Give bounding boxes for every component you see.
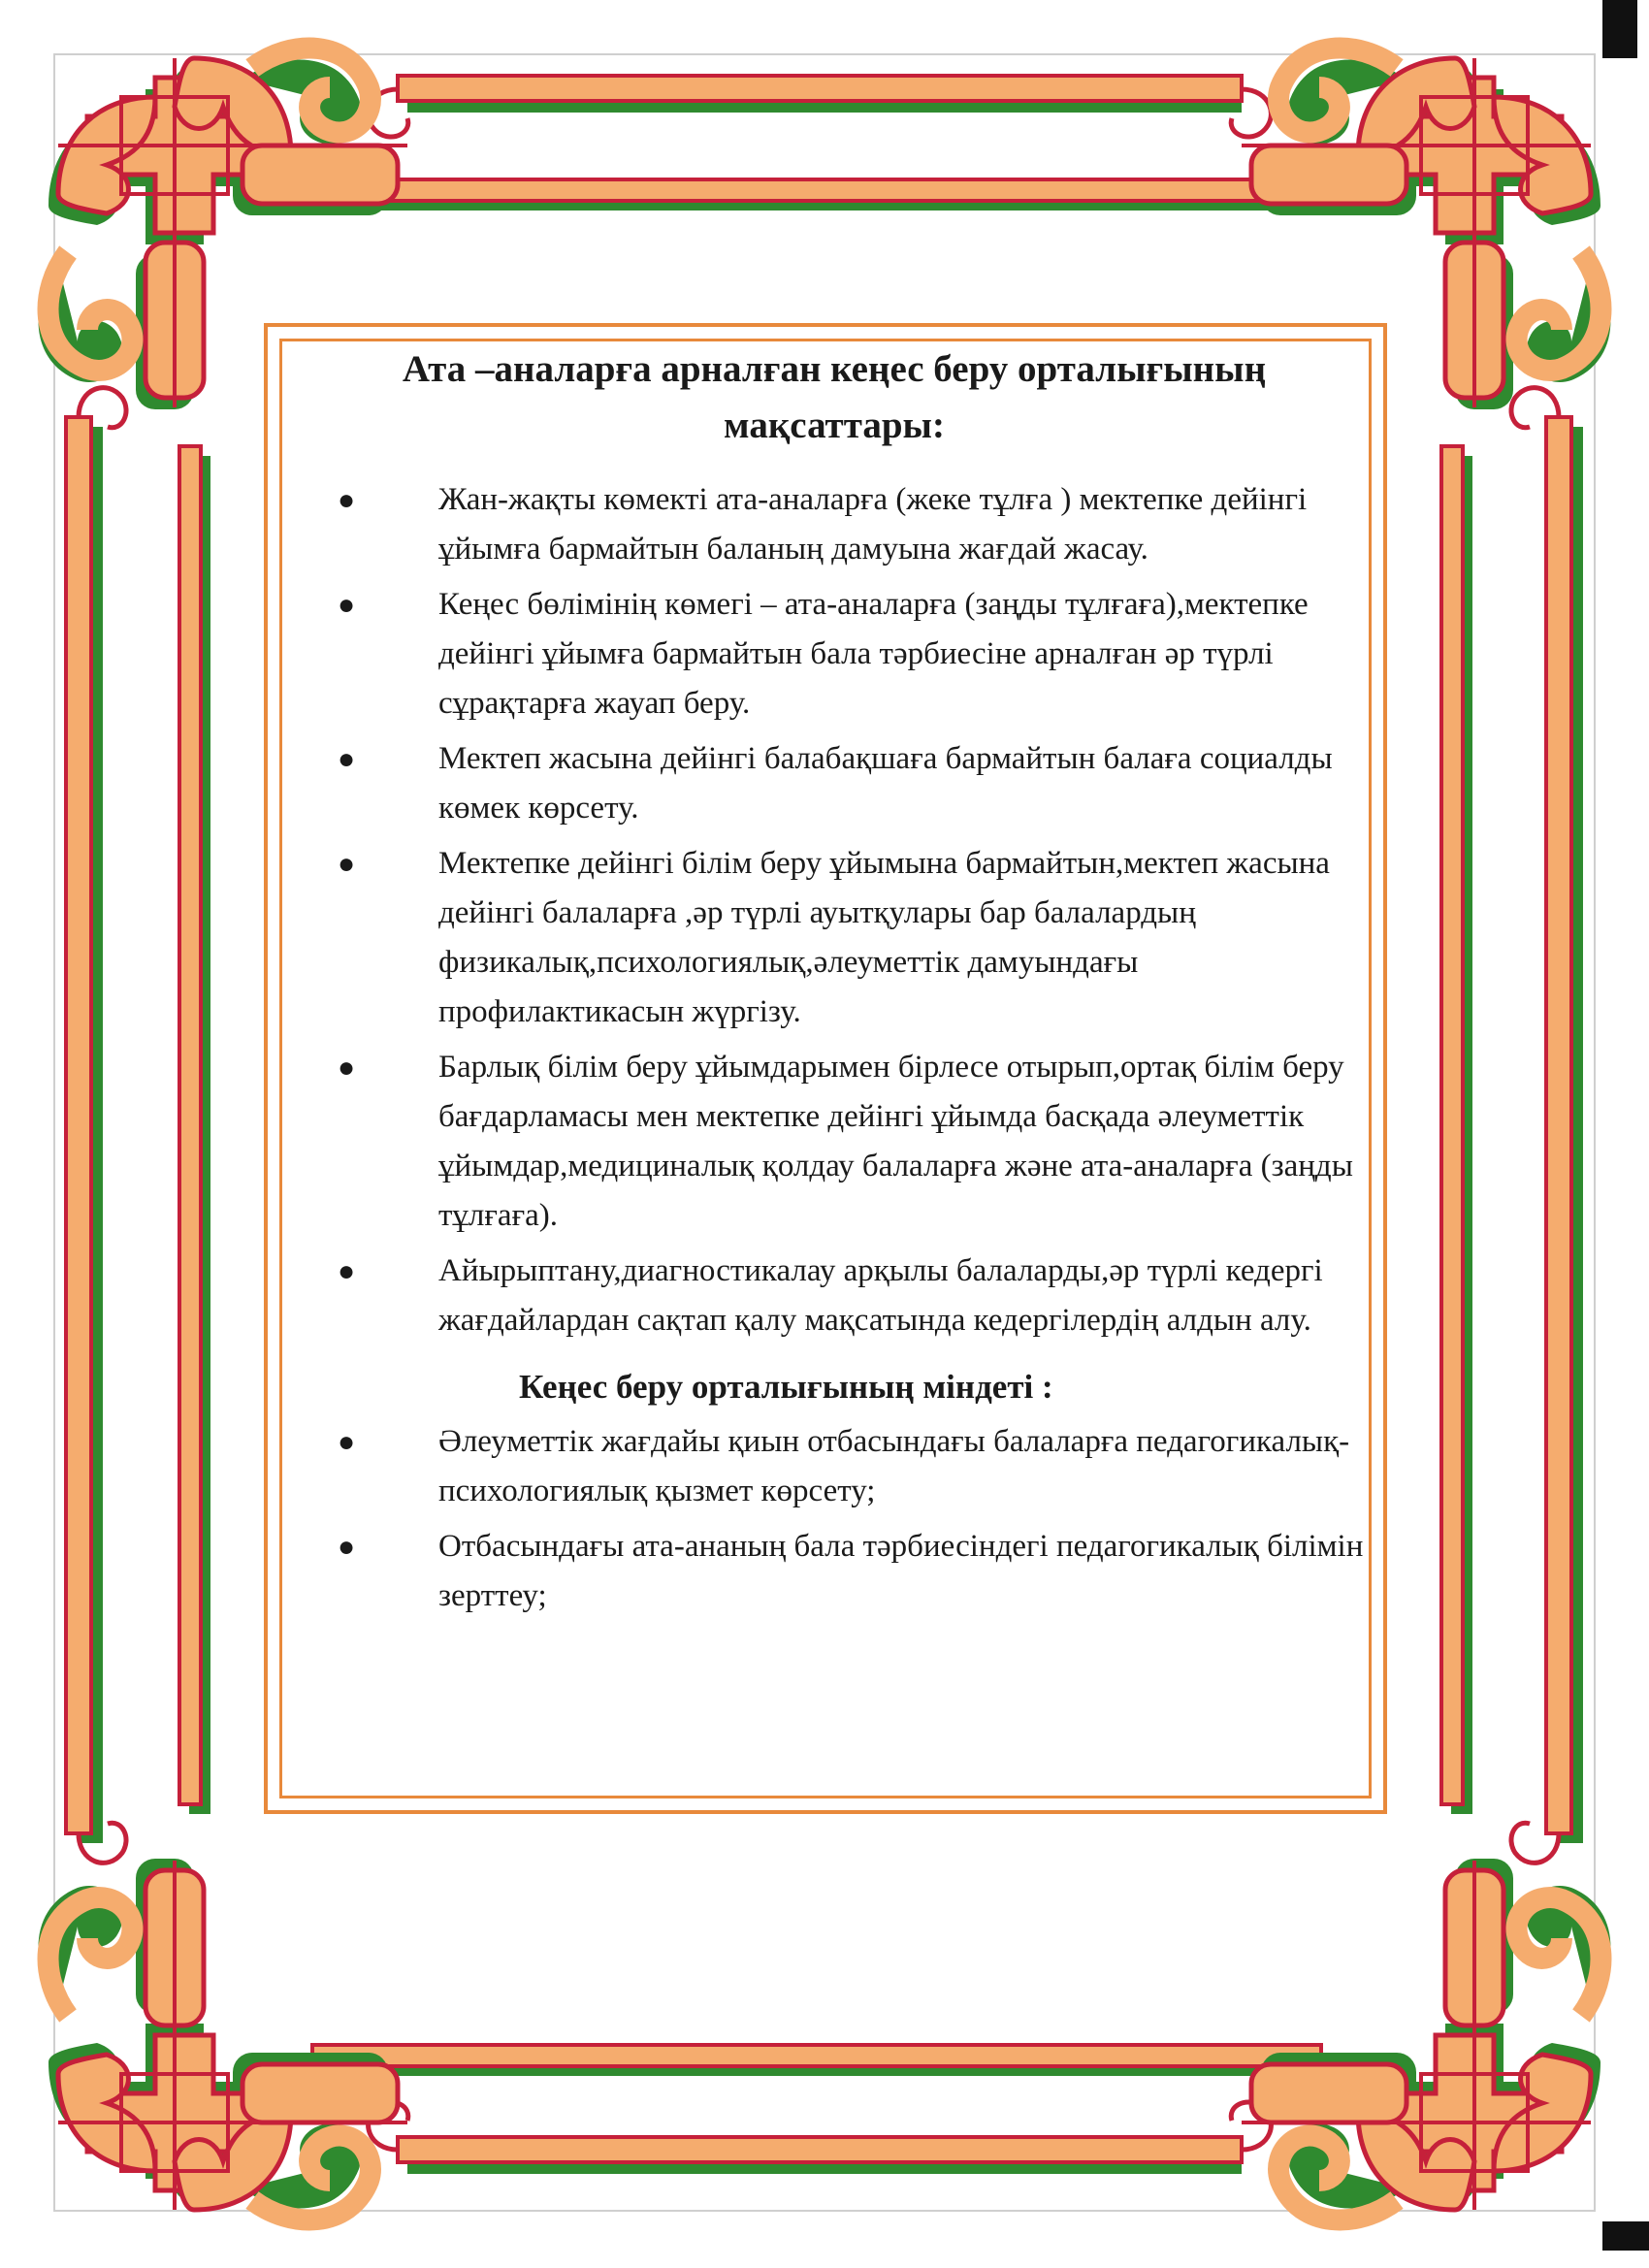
list-item <box>291 475 1377 574</box>
goal-text: Мектеп жасына дейінгі балабақшаға бармайтын балаға социалды көмек көрсету. <box>438 741 1333 826</box>
list-item <box>291 1043 1377 1241</box>
list-item <box>291 580 1377 729</box>
bullet-icon: ● <box>338 743 356 775</box>
document-title: Ата –аналарға арналған кеңес беру орталығының мақсаттары: <box>402 348 1267 446</box>
task-text: Отбасындағы ата-ананың бала тәрбиесіндегі педагогикалық білімін зерттеу; <box>438 1529 1364 1613</box>
goal-text: Жан-жақты көмекті ата-аналарға (жеке тұлға ) мектепке дейінгі ұйымға бармайтын баланың дамуына жағдай жасау. <box>438 482 1308 567</box>
goals-list <box>291 475 1377 1345</box>
bullet-icon: ● <box>338 484 356 516</box>
list-item <box>291 1247 1377 1345</box>
goal-text: Айырыптану,диагностикалау арқылы балаларды,әр түрлі кедергі жағдайлардан сақтап қалу мақсатында кедергілердің алдын алу. <box>438 1253 1323 1338</box>
bullet-icon: ● <box>338 1531 356 1563</box>
bullet-icon: ● <box>338 1426 356 1458</box>
list-item <box>291 1417 1377 1516</box>
bullet-icon: ● <box>338 1052 356 1084</box>
list-item <box>291 1522 1377 1621</box>
bullet-icon: ● <box>338 1255 356 1287</box>
tasks-list <box>291 1417 1377 1621</box>
tasks-heading: Кеңес беру орталығының міндеті : <box>519 1368 1053 1406</box>
goal-text: Мектепке дейінгі білім беру ұйымына бармайтын,мектеп жасына дейінгі балаларға ,әр түрлі ауытқулары бар балалардың физикалық,психологиялық,әлеуметтік дамуындағы профилактикасын жүргізу. <box>438 846 1330 1029</box>
task-text: Әлеуметтік жағдайы қиын отбасындағы балаларға педагогикалық-психологиялық қызмет көрсету; <box>438 1424 1350 1508</box>
bullet-icon: ● <box>338 848 356 880</box>
goal-text: Кеңес бөлімінің көмегі – ата-аналарға (заңды тұлғаға),мектепке дейінгі ұйымға бармайтын бала тәрбиесіне арналған әр түрлі сұрақтарға жауап беру. <box>438 587 1309 721</box>
list-item <box>291 734 1377 833</box>
goal-text: Барлық білім беру ұйымдарымен бірлесе отырып,ортақ білім беру бағдарламасы мен мектепке дейінгі ұйымда басқада әлеуметтік ұйымдар,медициналық қолдау балаларға және ата-аналарға (заңды тұлғаға). <box>438 1050 1353 1233</box>
bullet-icon: ● <box>338 589 356 621</box>
document-body <box>291 340 1377 1627</box>
list-item <box>291 839 1377 1037</box>
